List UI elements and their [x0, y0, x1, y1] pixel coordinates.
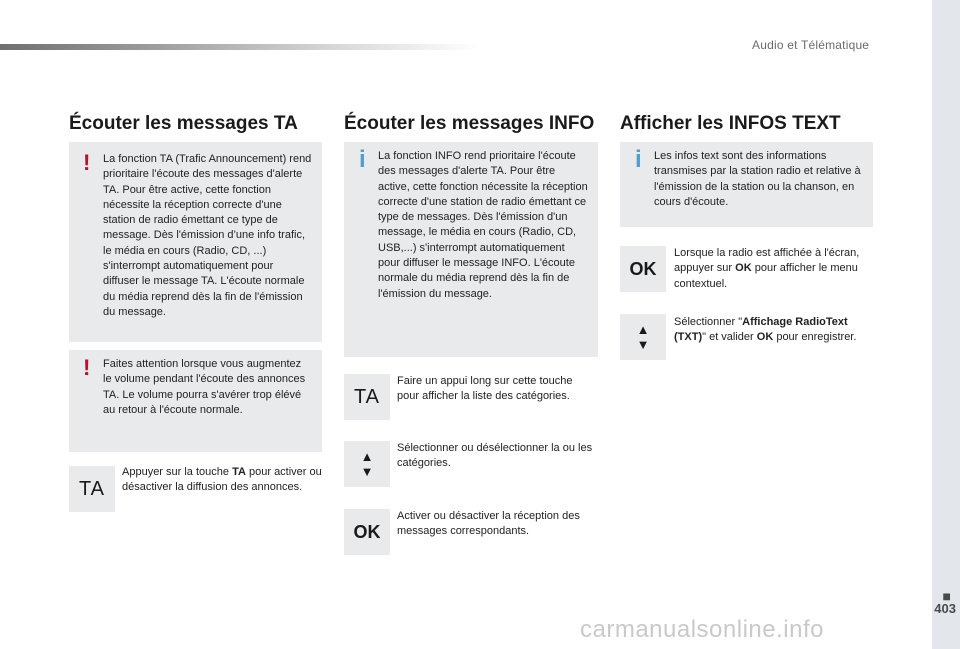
note-text: La fonction TA (Trafic Announcement) rend prioritaire l'écoute des messages d'alerte TA. Pour être active, cette fonction nécessite la réception correcte d'une station de radio émettant ce type de message. Dès l'émission d’une info trafic, le média en cours (Radio, CD, ...) s'interrompt automatiquement pour diffuser le message TA. L'écoute normale du média reprend dès la fin de l'émission du message. — [103, 153, 312, 318]
up-down-arrows-key — [344, 441, 390, 487]
watermark: carmanualsonline.info — [580, 616, 824, 643]
down-arrow-icon: ▼ — [636, 337, 650, 352]
warning-icon: ! — [83, 150, 91, 175]
up-arrow-icon: ▲ — [360, 449, 374, 464]
note-text: Faites attention lorsque vous augmentez le volume pendant l'écoute des annonces TA. Le volume pourra s'avérer trop élévé au retour à l'écoute normale. — [103, 358, 306, 416]
info-step3-text: Activer ou désactiver la réception des messages correspondants. — [397, 510, 580, 538]
text-step2-text: Sélectionner "Affichage RadioText (TXT)" et valider OK pour enregistrer. — [674, 316, 857, 344]
down-arrow-icon: ▼ — [360, 464, 374, 479]
info-step1-text: Faire un appui long sur cette touche pour afficher la liste des catégories. — [397, 375, 573, 403]
info-note-info — [344, 142, 598, 357]
info-note-text — [620, 142, 873, 227]
col1-title: Écouter les messages TA — [69, 113, 298, 134]
section-title: Audio et Télématique — [752, 38, 870, 52]
ok-key — [620, 246, 666, 292]
ok-key-label: OK — [353, 521, 381, 542]
note-text: La fonction INFO rend prioritaire l'écoute des messages d'alerte TA. Pour être active, cette fonction nécessite la réception correcte d'une station de radio émettant ce type de messages. Dès l'émission d'un message, le média en cours (Radio, CD, USB,...) s'interrompt automatiquement pour diffuser le message INFO. L'écoute normale du média reprend dès la fin de l'émission du message. — [378, 150, 588, 300]
up-down-arrows-key — [620, 314, 666, 360]
ta-key-label: TA — [78, 477, 106, 500]
page-marker-icon: ■ — [942, 588, 950, 604]
text-step1-text: Lorsque la radio est affichée à l'écran, appuyer sur OK pour afficher le menu contextuel. — [674, 247, 860, 290]
ta-step-text: Appuyer sur la touche TA pour activer ou désactiver la diffusion des annonces. — [122, 466, 322, 494]
ok-key — [344, 509, 390, 555]
info-icon: i — [359, 146, 366, 173]
page-number: 403 — [934, 601, 956, 616]
header-gradient-bar — [0, 44, 480, 50]
col3-title: Afficher les INFOS TEXT — [620, 113, 841, 134]
ta-key-label: TA — [353, 385, 381, 408]
info-icon: i — [635, 146, 642, 173]
warning-note-ta — [69, 142, 322, 342]
ta-key — [344, 374, 390, 420]
note-text: Les infos text sont des informations transmises par la station radio et relative à l'émission de la station ou la chanson, en cours d'écoute. — [654, 150, 861, 208]
col2-title: Écouter les messages INFO — [344, 113, 595, 134]
ta-key — [69, 466, 115, 512]
ok-key-label: OK — [629, 258, 657, 279]
warning-icon: ! — [83, 355, 91, 380]
info-step2-text: Sélectionner ou désélectionner la ou les catégories. — [397, 442, 593, 470]
up-arrow-icon: ▲ — [636, 322, 650, 337]
side-strip — [932, 0, 960, 649]
warning-note-volume — [69, 350, 322, 452]
